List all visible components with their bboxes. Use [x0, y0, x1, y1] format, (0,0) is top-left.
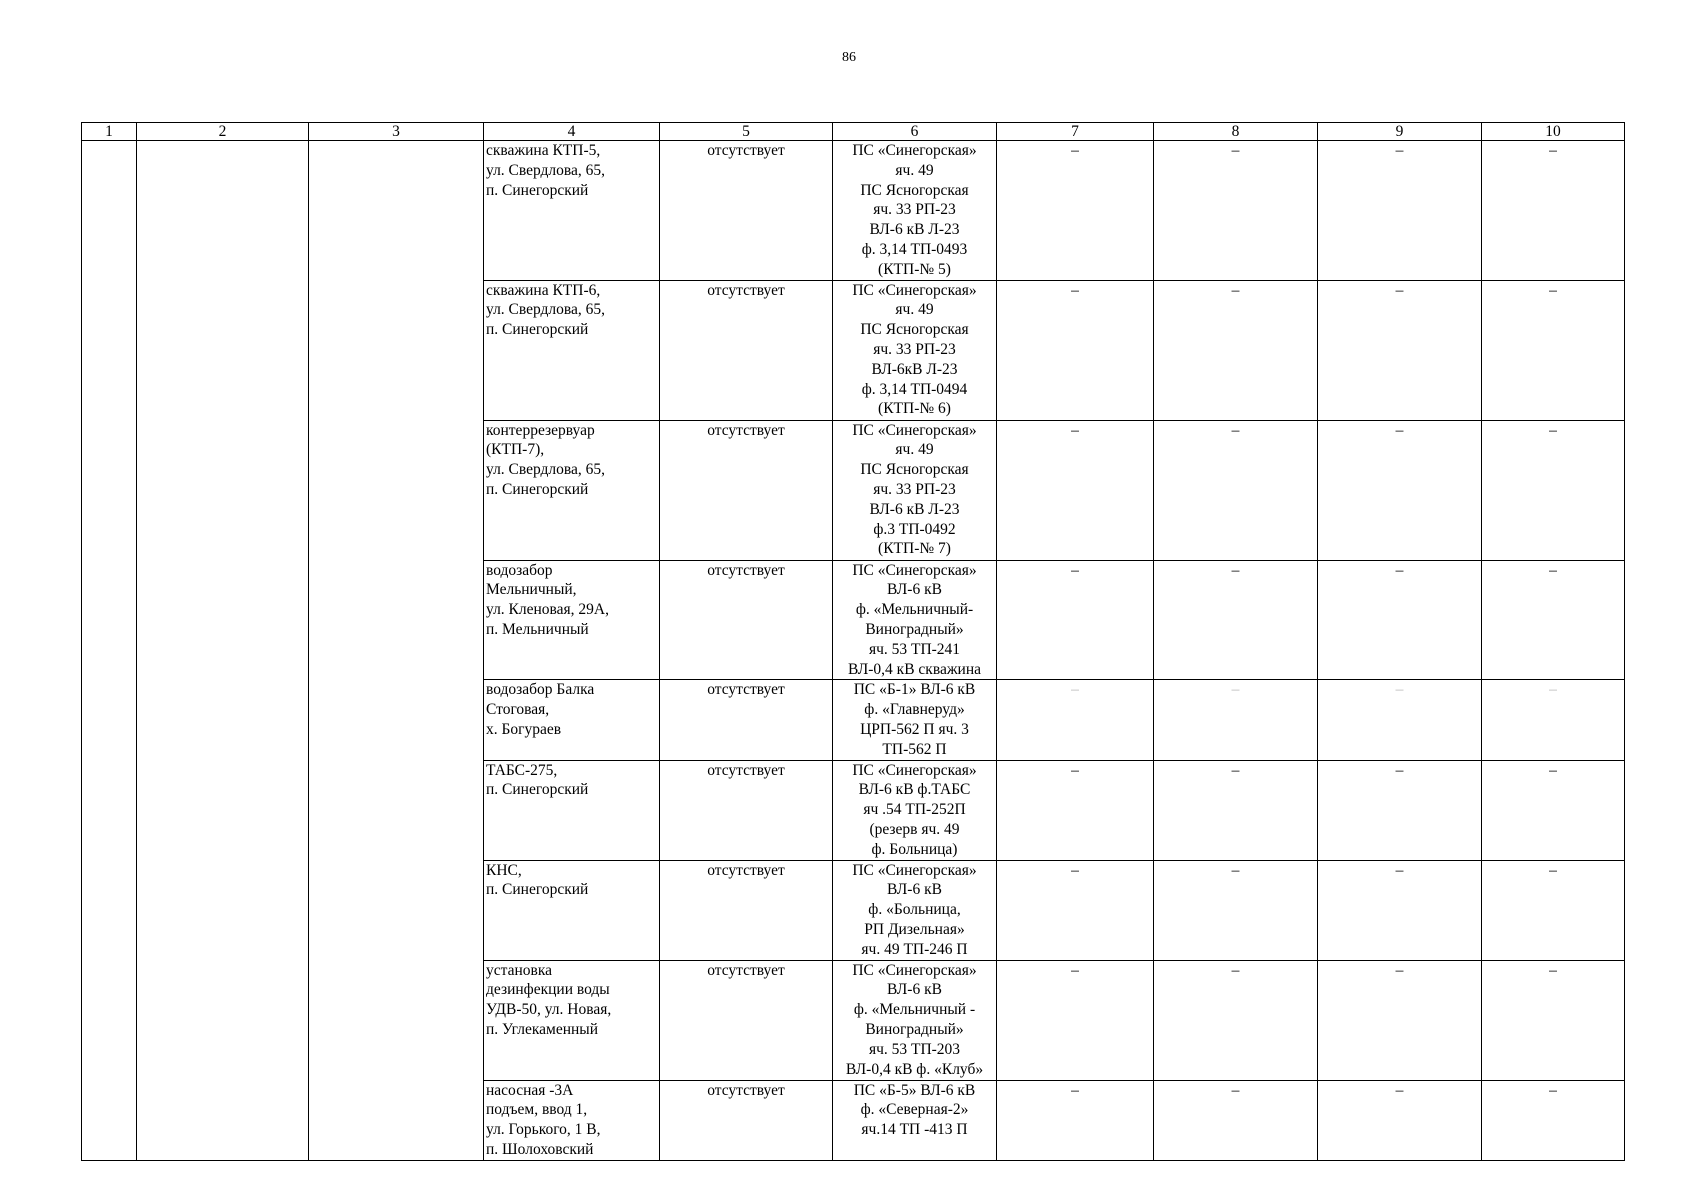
dash-cell: – — [1482, 280, 1625, 420]
column-header: 8 — [1154, 123, 1318, 141]
supply-line: ВЛ-6 кВ — [887, 881, 942, 899]
supply-line: ПС «Синегорская» — [852, 281, 977, 299]
dash-cell: – — [997, 680, 1154, 760]
supply-cell — [833, 560, 997, 680]
supply-line: яч. 49 — [895, 441, 934, 459]
supply-line: ПС «Синегорская» — [852, 861, 977, 879]
dash-cell: – — [1154, 860, 1318, 960]
dash-cell: – — [1318, 280, 1482, 420]
supply-line: ПС Ясногорская — [860, 461, 969, 479]
dash-cell: – — [1154, 141, 1318, 281]
object-cell — [484, 1080, 660, 1160]
dash-cell: – — [1318, 680, 1482, 760]
dash-cell: – — [1482, 960, 1625, 1080]
supply-line: яч. 33 РП-23 — [873, 201, 956, 219]
supply-line: ф. 3,14 ТП-0493 — [861, 240, 968, 258]
dash-cell: – — [997, 141, 1154, 281]
object-line: насосная -3А — [486, 1081, 574, 1099]
object-cell — [484, 960, 660, 1080]
dash-cell: – — [997, 560, 1154, 680]
supply-line: яч. 53 ТП-241 — [868, 640, 961, 658]
dash-cell: – — [1154, 1080, 1318, 1160]
supply-line: ВЛ-6 кВ Л-23 — [869, 500, 960, 518]
supply-line: яч. 33 РП-23 — [873, 340, 956, 358]
object-line: контеррезервуар — [486, 421, 595, 439]
object-line: КНС, — [486, 861, 522, 879]
supply-line: ф. «Северная-2» — [860, 1101, 969, 1119]
object-line: п. Синегорский — [486, 881, 589, 899]
supply-line: ВЛ-6кВ Л-23 — [871, 360, 958, 378]
supply-line: ПС «Б-1» ВЛ-6 кВ — [853, 681, 976, 699]
dash-cell: – — [1482, 680, 1625, 760]
status-cell: отсутствует — [660, 560, 833, 680]
dash-cell: – — [1318, 860, 1482, 960]
status-cell: отсутствует — [660, 760, 833, 860]
dash-cell: – — [997, 760, 1154, 860]
supply-line: ПС Ясногорская — [860, 321, 969, 339]
object-line: п. Шолоховский — [486, 1140, 594, 1158]
supply-line: ф. Больница) — [871, 840, 958, 858]
supply-line: ВЛ-6 кВ — [887, 981, 942, 999]
dash-cell: – — [1318, 141, 1482, 281]
empty-cell — [137, 141, 309, 1161]
object-cell — [484, 860, 660, 960]
supply-line: яч. 49 — [895, 161, 934, 179]
dash-cell: – — [1318, 420, 1482, 560]
column-header: 4 — [484, 123, 660, 141]
supply-line: Виноградный» — [865, 620, 964, 638]
supply-line: ВЛ-0,4 кВ скважина — [848, 660, 981, 678]
supply-cell — [833, 280, 997, 420]
supply-line: ф. «Мельничный - — [853, 1001, 976, 1019]
supply-cell — [833, 680, 997, 760]
supply-line: Виноградный» — [865, 1020, 964, 1038]
supply-line: ПС «Синегорская» — [852, 561, 977, 579]
dash-cell: – — [997, 960, 1154, 1080]
dash-cell: – — [1318, 560, 1482, 680]
supply-cell — [833, 141, 997, 281]
supply-line: ф. «Главнеруд» — [864, 701, 965, 719]
column-header: 9 — [1318, 123, 1482, 141]
column-header: 2 — [137, 123, 309, 141]
supply-line: ВЛ-6 кВ ф.ТАБС — [858, 781, 971, 799]
supply-line: ф. «Мельничный- — [855, 601, 974, 619]
supply-line: яч. 49 — [895, 301, 934, 319]
object-line: Мельничный, — [486, 581, 577, 599]
object-line: п. Синегорский — [486, 781, 589, 799]
object-line: подъем, ввод 1, — [486, 1101, 588, 1119]
object-cell — [484, 420, 660, 560]
object-cell — [484, 280, 660, 420]
object-cell — [484, 560, 660, 680]
object-line: х. Богураев — [486, 720, 562, 738]
column-header: 1 — [82, 123, 137, 141]
supply-line: яч. 33 РП-23 — [873, 480, 956, 498]
status-cell: отсутствует — [660, 860, 833, 960]
object-line: скважина КТП-5, — [486, 142, 601, 159]
column-header: 5 — [660, 123, 833, 141]
supply-line: ВЛ-6 кВ — [887, 581, 942, 599]
object-line: ул. Свердлова, 65, — [486, 301, 606, 319]
dash-cell: – — [997, 860, 1154, 960]
object-cell — [484, 141, 660, 281]
supply-line: РП Дизельная» — [864, 920, 965, 938]
object-line: ул. Горького, 1 В, — [486, 1121, 601, 1139]
dash-cell: – — [1482, 141, 1625, 281]
page-number: 86 — [842, 50, 856, 65]
dash-cell: – — [1482, 860, 1625, 960]
object-line: УДВ-50, ул. Новая, — [486, 1001, 612, 1019]
dash-cell: – — [1482, 760, 1625, 860]
header-row — [82, 123, 1625, 141]
dash-cell: – — [1482, 1080, 1625, 1160]
supply-line: ПС «Синегорская» — [852, 421, 977, 439]
column-header: 7 — [997, 123, 1154, 141]
status-cell: отсутствует — [660, 141, 833, 281]
supply-cell — [833, 1080, 997, 1160]
supply-line: ЦРП-562 П яч. 3 — [860, 720, 969, 738]
object-line: п. Синегорский — [486, 181, 589, 199]
supply-line: ПС «Б-5» ВЛ-6 кВ — [853, 1081, 976, 1099]
supply-line: яч.14 ТП -413 П — [861, 1121, 968, 1139]
object-line: п. Углекаменный — [486, 1020, 599, 1038]
dash-cell: – — [997, 420, 1154, 560]
dash-cell: – — [1154, 760, 1318, 860]
supply-line: ПС «Синегорская» — [852, 961, 977, 979]
object-cell — [484, 760, 660, 860]
supply-line: (КТП-№ 5) — [878, 260, 951, 278]
object-line: водозабор Балка — [486, 681, 595, 699]
dash-cell: – — [1154, 680, 1318, 760]
status-cell: отсутствует — [660, 960, 833, 1080]
dash-cell: – — [1154, 280, 1318, 420]
dash-cell: – — [1154, 420, 1318, 560]
table-row — [82, 141, 1625, 281]
supply-line: ф.3 ТП-0492 — [873, 520, 956, 538]
dash-cell: – — [997, 1080, 1154, 1160]
object-line: ул. Кленовая, 29А, — [486, 601, 609, 619]
object-line: п. Синегорский — [486, 321, 589, 339]
supply-line: ПС Ясногорская — [860, 181, 969, 199]
dash-cell: – — [1482, 420, 1625, 560]
object-line: п. Мельничный — [486, 620, 589, 638]
object-line: ул. Свердлова, 65, — [486, 461, 606, 479]
object-cell — [484, 680, 660, 760]
supply-line: (КТП-№ 6) — [878, 400, 951, 418]
column-header: 3 — [309, 123, 484, 141]
object-line: (КТП-7), — [486, 441, 545, 459]
dash-cell: – — [1154, 560, 1318, 680]
supply-line: ПС «Синегорская» — [852, 142, 977, 159]
supply-line: ВЛ-0,4 кВ ф. «Клуб» — [845, 1060, 984, 1078]
supply-line: ПС «Синегорская» — [852, 761, 977, 779]
supply-line: (резерв яч. 49 — [869, 820, 960, 838]
dash-cell: – — [1318, 760, 1482, 860]
status-cell: отсутствует — [660, 1080, 833, 1160]
dash-cell: – — [1154, 960, 1318, 1080]
supply-cell — [833, 760, 997, 860]
supply-line: ВЛ-6 кВ Л-23 — [869, 221, 960, 239]
supply-line: ТП-562 П — [882, 740, 947, 758]
object-line: п. Синегорский — [486, 480, 589, 498]
supply-cell — [833, 860, 997, 960]
empty-cell — [82, 141, 137, 1161]
dash-cell: – — [997, 280, 1154, 420]
supply-line: ф. «Больница, — [868, 901, 961, 919]
object-line: ТАБС-275, — [486, 761, 558, 779]
object-line: установка — [486, 961, 553, 979]
status-cell: отсутствует — [660, 680, 833, 760]
column-header: 10 — [1482, 123, 1625, 141]
dash-cell: – — [1318, 960, 1482, 1080]
empty-cell — [309, 141, 484, 1161]
supply-line: ф. 3,14 ТП-0494 — [861, 380, 968, 398]
supply-cell — [833, 960, 997, 1080]
data-table — [81, 122, 1625, 1161]
status-cell: отсутствует — [660, 280, 833, 420]
column-header: 6 — [833, 123, 997, 141]
supply-line: яч. 53 ТП-203 — [868, 1040, 961, 1058]
status-cell: отсутствует — [660, 420, 833, 560]
object-line: скважина КТП-6, — [486, 281, 601, 299]
object-line: ул. Свердлова, 65, — [486, 161, 606, 179]
object-line: дезинфекции воды — [486, 981, 610, 999]
supply-line: яч. 49 ТП-246 П — [861, 940, 968, 958]
dash-cell: – — [1482, 560, 1625, 680]
supply-line: (КТП-№ 7) — [878, 540, 951, 558]
dash-cell: – — [1318, 1080, 1482, 1160]
supply-cell — [833, 420, 997, 560]
object-line: водозабор — [486, 561, 553, 579]
object-line: Стоговая, — [486, 701, 550, 719]
supply-line: яч .54 ТП-252П — [863, 801, 966, 819]
